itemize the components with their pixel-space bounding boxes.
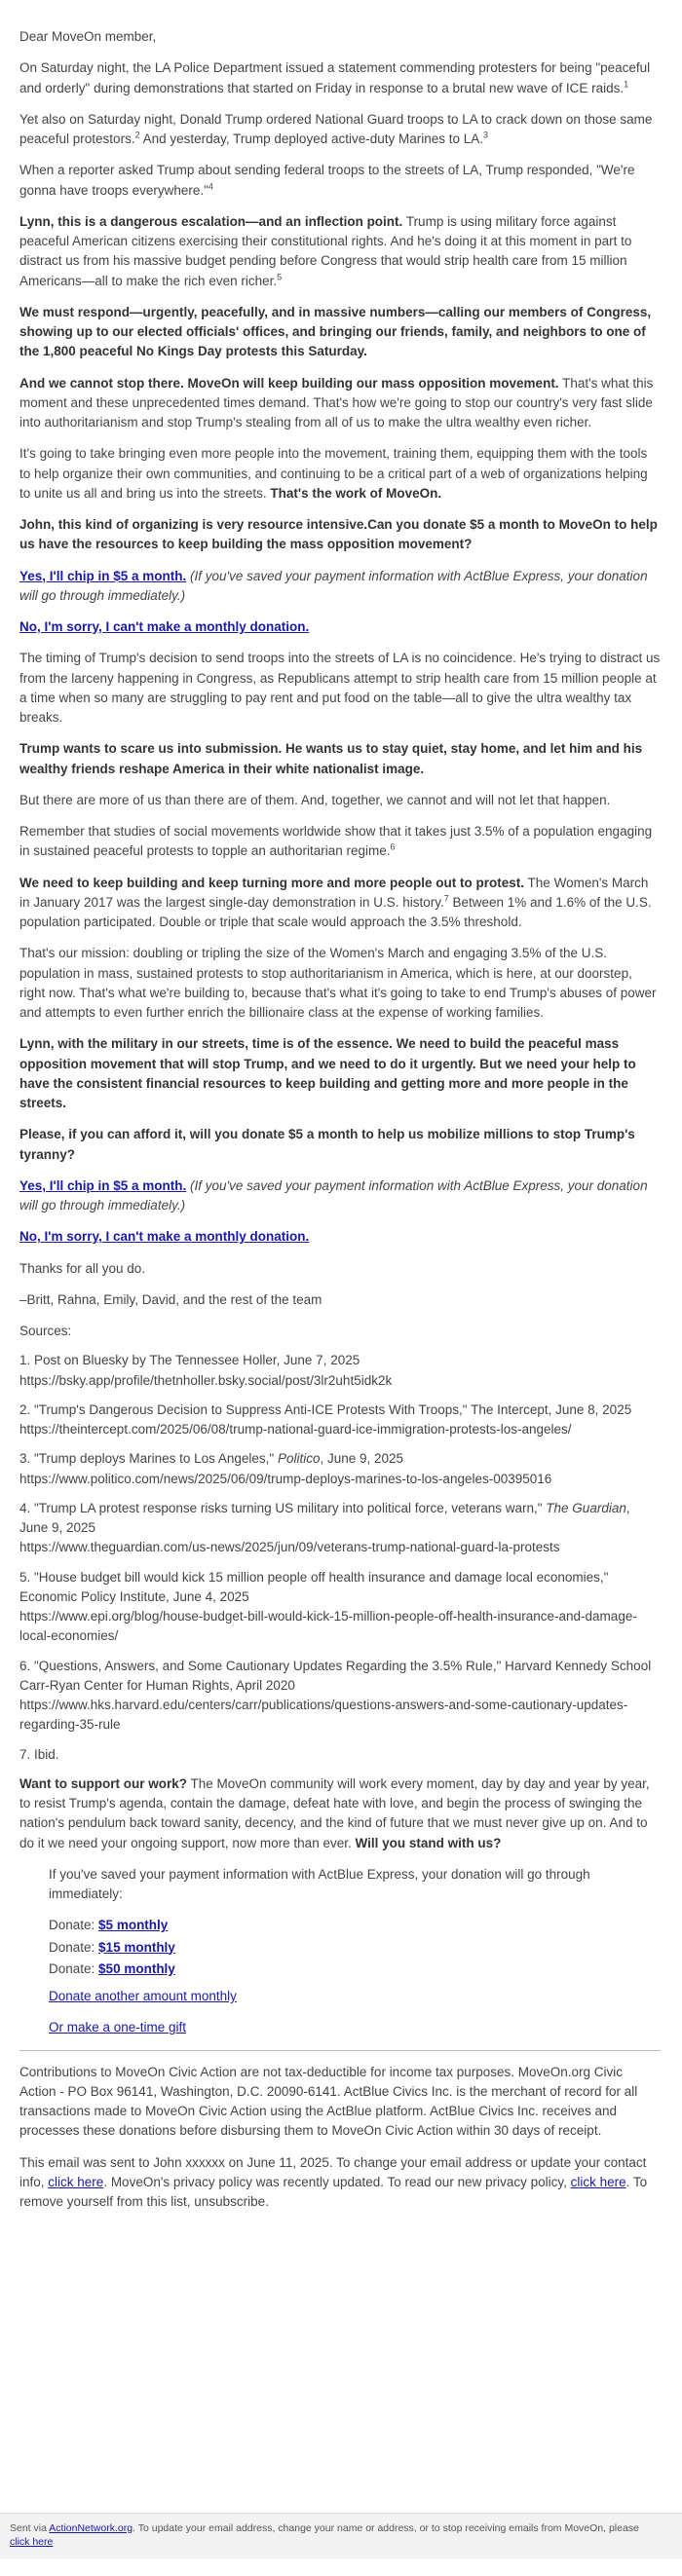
signoff-line: –Britt, Rahna, Emily, David, and the rest of the team <box>19 1291 322 1307</box>
paragraph-text: But there are more of us than there are of them. And, together, we cannot and will not let that happen. <box>19 792 611 807</box>
paragraph-bold: Please, if you can afford it, will you donate $5 a month to help us mobilize millions to stop Trump's tyranny? <box>19 1127 635 1162</box>
source-url: https://www.hks.harvard.edu/centers/carr/publications/questions-answers-and-some-cautionary-updates-regarding-35-rule <box>19 1698 628 1733</box>
source-title: 7. Ibid. <box>19 1746 59 1762</box>
donate-other-amount-link[interactable]: Donate another amount monthly <box>49 1989 237 2003</box>
paragraph-ask <box>19 515 661 555</box>
paragraph-please-donate <box>19 1125 661 1165</box>
sources-label: Sources: <box>19 1324 72 1338</box>
donate-50-monthly-link[interactable]: $50 monthly <box>98 1960 175 1976</box>
source-item <box>19 1499 661 1558</box>
source-url: https://www.theguardian.com/us-news/2025/jun/09/veterans-trump-national-guard-la-protests <box>19 1540 560 1555</box>
sent-text: This email was sent to John xxxxxx on June 11, 2025. To change your email address or update your contact info, <box>19 2154 647 2189</box>
donate-label: Donate: <box>49 1939 99 1955</box>
update-contact-link[interactable]: click here <box>48 2174 104 2189</box>
source-title: 3. "Trump deploys Marines to Los Angeles," <box>19 1451 278 1467</box>
footer-bar <box>0 2513 682 2558</box>
footnote-ref: 4 <box>208 181 213 191</box>
source-url: https://www.politico.com/news/2025/06/09/trump-deploys-marines-to-los-angeles-00395016 <box>19 1471 552 1486</box>
paragraph-text: That's our mission: doubling or tripling the size of the Women's March and engaging 3.5% of the U.S. population in mass, sustained protests to stop authoritarianism in America, which is here, at our doorstep, right now. That's what we're building to, because that's what it's going to take to end Trump's abuses of power and attempts to even further enrich the billionaire class at the expense of working families. <box>19 946 657 1020</box>
paragraph-scare <box>19 739 661 779</box>
greeting: Dear MoveOn member, <box>19 29 157 44</box>
paragraph-national-guard <box>19 110 661 150</box>
source-url: https://bsky.app/profile/thetnholler.bsky.social/post/3lr2uht5idk2k <box>19 1372 393 1388</box>
donate-one-time-row <box>49 2018 661 2037</box>
sent-notice <box>19 2153 661 2213</box>
source-title: 5. "House budget bill would kick 15 million people off health insurance and damage local economies," Economic Policy Institute, June 4, 2025 <box>19 1569 609 1604</box>
footnote-ref: 2 <box>134 130 140 140</box>
paragraph-text: The timing of Trump's decision to send troops into the streets of LA is no coincidence. He's trying to distract us from the larceny happening in Congress, as Republicans attempt to strip health care from 15 million people at a time when so many are struggling to pay rent and put food on the table—all to give the ultra wealthy tax breaks. <box>19 651 661 725</box>
paragraph-text: It's going to take bringing even more people into the movement, training them, equipping them with the tools to help organize their own communities, and continuing to be a critical part of a web of organizations helping to unite us all and bring us into the streets. <box>19 446 648 501</box>
footnote-ref: 7 <box>443 893 449 904</box>
footnote-ref: 1 <box>624 79 629 89</box>
source-date: , June 9, 2025 <box>19 1500 630 1535</box>
paragraph-text: On Saturday night, the LA Police Department issued a statement commending protesters for being "peaceful and orderly" during demonstrations that started on Friday in response to a brutal new wave of ICE raids. <box>19 60 651 95</box>
paragraph-text: Yet also on Saturday night, Donald Trump ordered National Guard troops to LA to crack down on those same peaceful protestors. <box>19 111 653 146</box>
source-item <box>19 1351 661 1391</box>
donate-other-row <box>49 1987 661 2006</box>
paragraph-text: When a reporter asked Trump about sending federal troops to the streets of LA, Trump responded, "We're gonna have troops everywhere." <box>19 163 635 198</box>
source-item <box>19 1568 661 1647</box>
donate-option <box>49 1938 661 1958</box>
donate-5-monthly-link[interactable]: $5 monthly <box>98 1918 169 1933</box>
paragraph-text: The MoveOn community will work every moment, day by day and year by year, to resist Trump's agenda, contain the damage, defeat hate with love, and begin the process of swinging the nation's pendulum back toward sanity, decency, and the kind of future that we must never give up on. And to do it we need your ongoing support, now more than ever. <box>19 1775 650 1850</box>
decline-monthly-link[interactable]: No, I'm sorry, I can't make a monthly donation. <box>19 619 310 634</box>
chip-in-monthly-link[interactable]: Yes, I'll chip in $5 a month. <box>19 568 187 583</box>
sent-text: . MoveOn's privacy policy was recently updated. To read our new privacy policy, <box>103 2174 571 2189</box>
footer-text: . To update your email address, change your name or address, or to stop receiving emails from MoveOn, please <box>133 2522 639 2534</box>
source-url: https://theintercept.com/2025/06/08/trump-national-guard-ice-immigration-protests-los-angeles/ <box>19 1422 572 1437</box>
paragraph-more-of-us <box>19 791 661 810</box>
decline-monthly-link-2[interactable]: No, I'm sorry, I can't make a monthly donation. <box>19 1229 310 1245</box>
unsubscribe-link[interactable]: click here <box>10 2536 54 2549</box>
source-title: 1. Post on Bluesky by The Tennessee Holler, June 7, 2025 <box>19 1353 360 1368</box>
divider <box>19 2050 661 2051</box>
paragraph-bold: Want to support our work? <box>19 1775 187 1791</box>
one-time-gift-link[interactable]: Or make a one-time gift <box>49 2020 187 2035</box>
paragraph-cannot-stop <box>19 374 661 433</box>
actblue-note: (If you've saved your payment information with ActBlue Express, your donation will go through immediately.) <box>19 1177 648 1213</box>
footnote-ref: 3 <box>483 130 489 140</box>
paragraph-bold: Will you stand with us? <box>355 1835 502 1850</box>
footnote-ref: 5 <box>277 272 283 281</box>
paragraph-bold: John, this kind of organizing is very resource intensive.Can you donate $5 a month to MoveOn to help us have the resources to keep building the mass opposition movement? <box>19 517 658 552</box>
paragraph-mission <box>19 944 661 1023</box>
source-title: 4. "Trump LA protest response risks turning US military into political force, veterans warn," <box>19 1500 547 1515</box>
paragraph-text: The Women's March in January 2017 was the largest single-day demonstration in U.S. history. <box>19 875 649 910</box>
donate-label: Donate: <box>49 1960 99 1976</box>
donate-label: Donate: <box>49 1918 99 1933</box>
sent-text: . To remove yourself from this list, unsubscribe. <box>19 2174 648 2209</box>
paragraph-bold: And we cannot stop there. MoveOn will keep building our mass opposition movement. <box>19 375 559 391</box>
paragraph-keep-building <box>19 874 661 933</box>
paragraph-movement <box>19 444 661 504</box>
paragraph-bold: Lynn, this is a dangerous escalation—and an inflection point. <box>19 213 403 229</box>
donate-option <box>49 1960 661 1979</box>
source-publication: The Guardian <box>546 1500 626 1515</box>
action-network-link[interactable]: ActionNetwork.org <box>49 2522 133 2534</box>
legal-disclaimer: Contributions to MoveOn Civic Action are not tax-deductible for income tax purposes. MoveOn.org Civic Action - PO Box 96141, Washington, D.C. 20090-6141. ActBlue Civics Inc. is the merchant of record for all transactions made to MoveOn Civic Action using the ActBlue platform. ActBlue Civics Inc. receives and processes these donations before disbursing them to MoveOn Civic Action within 30 days of receipt. <box>19 2064 638 2139</box>
source-title: 2. "Trump's Dangerous Decision to Suppress Anti-ICE Protests With Troops," The Intercept, June 8, 2025 <box>19 1401 632 1417</box>
donate-intro: If you've saved your payment information with ActBlue Express, your donation will go through immediately: <box>49 1866 590 1901</box>
paragraph-text: Between 1% and 1.6% of the U.S. population participated. Double or triple that scale would approach the 3.5% threshold. <box>19 894 652 929</box>
source-item <box>19 1449 661 1489</box>
actblue-note: (If you've saved your payment information with ActBlue Express, your donation will go through immediately.) <box>19 568 648 603</box>
paragraph-essence <box>19 1034 661 1113</box>
source-publication: Politico <box>277 1451 321 1467</box>
paragraph-respond <box>19 303 661 362</box>
donate-box <box>49 1865 661 2038</box>
paragraph-bold: We need to keep building and keep turning more and more people out to protest. <box>19 875 525 890</box>
paragraph-studies <box>19 822 661 862</box>
paragraph-bold: Trump wants to scare us into submission. He wants us to stay quiet, stay home, and let him and his wealthy friends reshape America in their white nationalist image. <box>19 741 643 776</box>
source-url: https://www.epi.org/blog/house-budget-bill-would-kick-15-million-people-off-health-insurance-and-damage-local-economies/ <box>19 1609 637 1644</box>
cta-block-1 <box>19 567 661 607</box>
source-date: , June 9, 2025 <box>320 1451 404 1467</box>
paragraph-support <box>19 1774 661 1853</box>
paragraph-text: Remember that studies of social movements worldwide show that it takes just 3.5% of a population engaging in sustained peaceful protests to topple an authoritarian regime. <box>19 824 653 859</box>
paragraph-timing <box>19 649 661 728</box>
source-item <box>19 1657 661 1736</box>
legal-section <box>19 2063 661 2213</box>
paragraph-escalation <box>19 212 661 291</box>
decline-block-2 <box>19 1227 661 1247</box>
source-item <box>19 1400 661 1440</box>
donate-options <box>49 1916 661 1979</box>
donate-option <box>49 1916 661 1935</box>
decline-block-1 <box>19 617 661 637</box>
footnote-ref: 6 <box>390 841 396 852</box>
paragraph-text: And yesterday, Trump deployed active-duty Marines to LA. <box>139 131 484 146</box>
sources-list <box>19 1322 661 1765</box>
paragraph-bold: Lynn, with the military in our streets, time is of the essence. We need to build the peaceful mass opposition movement that will stop Trump, and we need to do it urgently. But we need your help to have the consistent financial resources to keep building and getting more and more people in the streets. <box>19 1036 636 1110</box>
source-item <box>19 1745 661 1765</box>
chip-in-monthly-link-2[interactable]: Yes, I'll chip in $5 a month. <box>19 1177 187 1193</box>
paragraph-text: Trump is using military force against peaceful American citizens exercising their constitutional rights. And he's doing it at this moment in part to distract us from his massive budget pending before Congress that would strip health care from 15 million Americans—all to make the rich even richer. <box>19 213 632 288</box>
paragraph-text: That's what this moment and these unprecedented times demand. That's how we're going to stop our country's very fast slide into authoritarianism and stop Trump's stealing from all of us to make the ultra wealthy even richer. <box>19 375 654 429</box>
cta-block-2 <box>19 1176 661 1216</box>
paragraph-la-police <box>19 58 661 98</box>
privacy-policy-link[interactable]: click here <box>570 2174 626 2189</box>
paragraph-bold: We must respond—urgently, peacefully, and in massive numbers—calling our members of Congress, showing up to our elected officials' offices, and bringing our friends, family, and neighbors to one of the 1,800 peaceful No Kings Day protests this Saturday. <box>19 304 652 359</box>
paragraph-bold: That's the work of MoveOn. <box>270 485 442 501</box>
donate-15-monthly-link[interactable]: $15 monthly <box>98 1939 175 1955</box>
thanks-line: Thanks for all you do. <box>19 1260 146 1276</box>
source-title: 6. "Questions, Answers, and Some Cautionary Updates Regarding the 3.5% Rule," Harvard Kennedy School Carr-Ryan Center for Human Rights, April 2020 <box>19 1658 652 1693</box>
paragraph-troops-everywhere <box>19 161 661 201</box>
footer-text: Sent via <box>10 2522 50 2534</box>
